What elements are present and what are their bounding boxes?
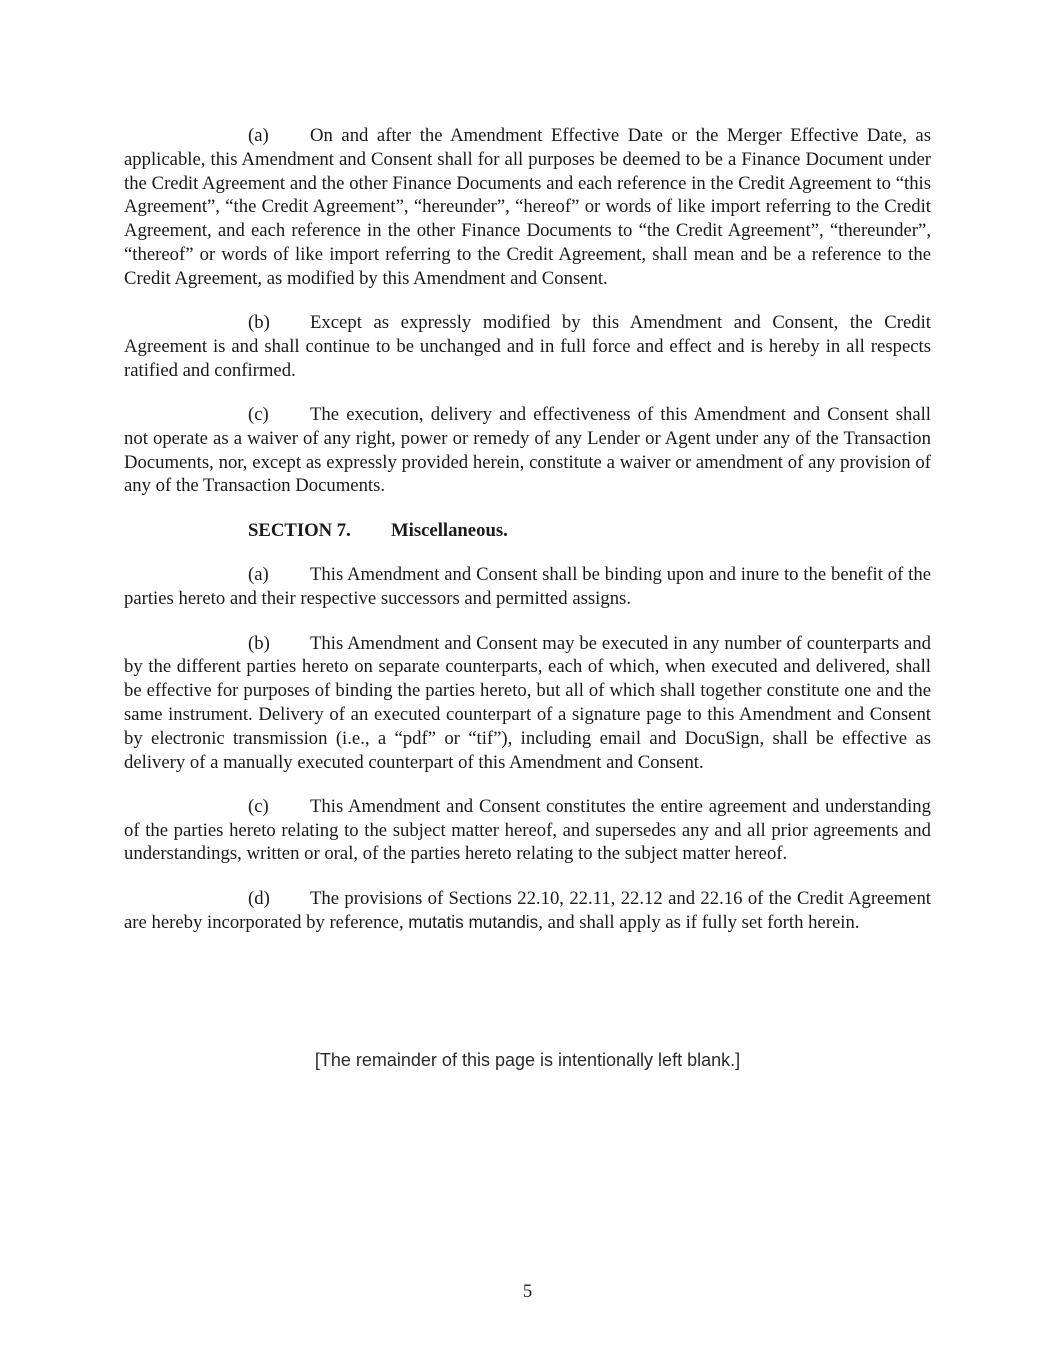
paragraph-label: (a) xyxy=(248,564,269,586)
paragraph-6c xyxy=(124,403,931,498)
paragraph-7d xyxy=(124,887,931,935)
paragraph-7c xyxy=(124,795,931,866)
paragraph-6a xyxy=(124,124,931,291)
paragraph-label: (b) xyxy=(248,312,270,334)
intentionally-blank-note: [The remainder of this page is intentionally left blank.] xyxy=(314,1050,741,1070)
paragraph-text-before: The provisions of Sections 22.10, 22.11, 22.12 and 22.16 of the Credit Agreement are hereby incorporated by reference, xyxy=(124,887,931,933)
document-page xyxy=(124,124,931,955)
paragraph-text: This Amendment and Consent may be executed in any number of counterparts and by the different parties hereto on separate counterparts, each of which, when executed and delivered, shall be effective for purposes of binding the parties hereto, but all of which shall together constitute one and the same instrument. Delivery of an executed counterpart of a signature page to this Amendment and Consent by electronic transmission (i.e., a “pdf” or “tif”), including email and DocuSign, shall be effective as delivery of a manually executed counterpart of this Amendment and Consent. xyxy=(124,632,931,773)
paragraph-text: On and after the Amendment Effective Date or the Merger Effective Date, as applicable, this Amendment and Consent shall for all purposes be deemed to be a Finance Document under the Credit Agreement and the other Finance Documents and each reference in the Credit Agreement to “this Agreement”, “the Credit Agreement”, “hereunder”, “hereof” or words of like import referring to the Credit Agreement, and each reference in the other Finance Documents to “the Credit Agreement”, “thereunder”, “thereof” or words of like import referring to the Credit Agreement, shall mean and be a reference to the Credit Agreement, as modified by this Amendment and Consent. xyxy=(124,125,931,289)
paragraph-label: (b) xyxy=(248,632,270,654)
paragraph-text: This Amendment and Consent constitutes the entire agreement and understanding of the parties hereto relating to the subject matter hereof, and supersedes any and all prior agreements and understandings, written or oral, of the parties hereto relating to the subject matter hereof. xyxy=(124,795,931,865)
paragraph-7b xyxy=(124,632,931,775)
page-number: 5 xyxy=(522,1281,533,1302)
section-title: Miscellaneous. xyxy=(391,519,508,541)
paragraph-text-after: , and shall apply as if fully set forth herein. xyxy=(538,911,860,933)
paragraph-text: The execution, delivery and effectiveness of this Amendment and Consent shall not operate as a waiver of any right, power or remedy of any Lender or Agent under any of the Transaction Documents, nor, except as expressly provided herein, constitute a waiver or amendment of any provision of any of the Transaction Documents. xyxy=(124,403,931,497)
paragraph-label: (c) xyxy=(248,403,269,425)
latin-term: mutatis mutandis xyxy=(408,911,539,932)
paragraph-text: Except as expressly modified by this Amendment and Consent, the Credit Agreement is and shall continue to be unchanged and in full force and effect and is hereby in all respects ratified and confirmed. xyxy=(124,312,931,381)
paragraph-label: (c) xyxy=(248,795,269,817)
section-heading xyxy=(248,519,931,543)
paragraph-6b xyxy=(124,311,931,382)
paragraph-label: (d) xyxy=(248,887,270,909)
paragraph-text: This Amendment and Consent shall be binding upon and inure to the benefit of the parties hereto and their respective successors and permitted assigns. xyxy=(124,564,931,610)
paragraph-label: (a) xyxy=(248,125,269,146)
section-number: SECTION 7. xyxy=(248,519,351,541)
paragraph-7a xyxy=(124,563,931,611)
